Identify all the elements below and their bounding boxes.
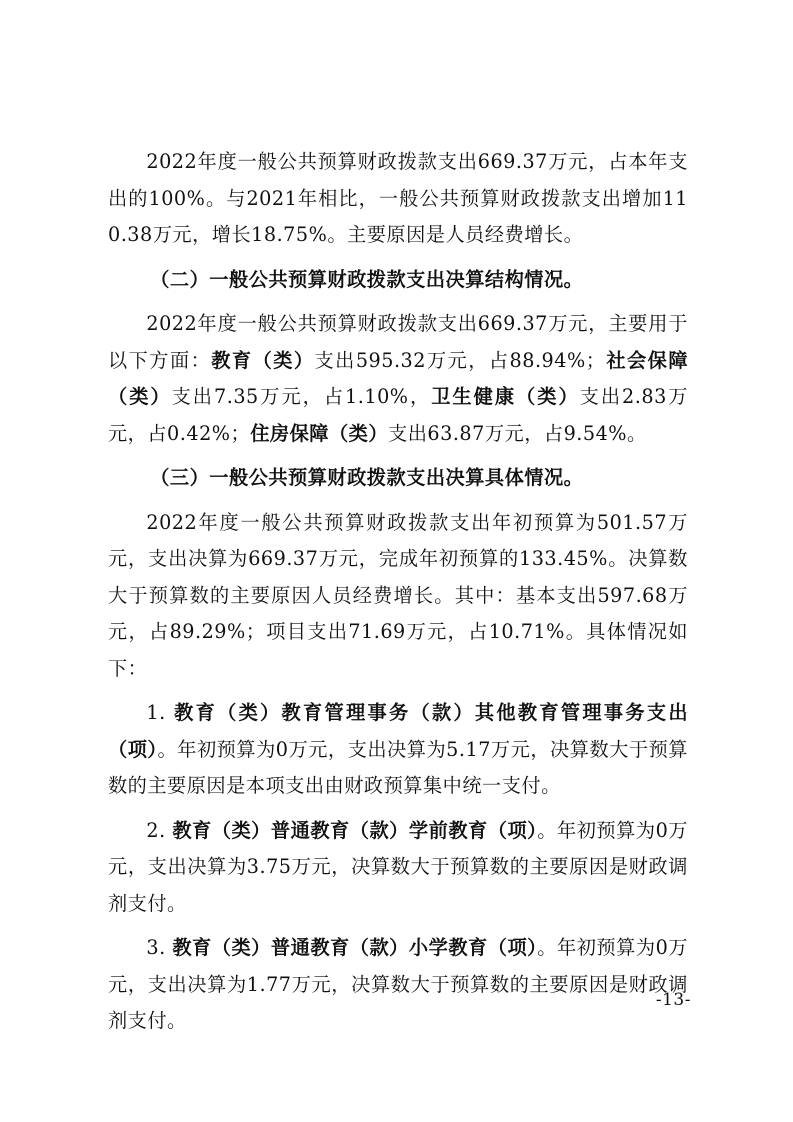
structure-text-5: 支出63.87万元，占9.54%。 bbox=[388, 421, 647, 445]
item-3-number: 3. bbox=[146, 936, 173, 959]
category-health: 卫生健康（类） bbox=[431, 385, 580, 408]
item-2-text: 。年初预算为0万元，支出决算为3.75万元，决算数大于预算数的主要原因是财政调剂支付。 bbox=[108, 818, 688, 915]
list-item-1 bbox=[108, 695, 688, 805]
paragraph-expenditure-summary: 2022年度一般公共预算财政拨款支出669.37万元，占本年支出的100%。与2021年相比，一般公共预算财政拨款支出增加110.38万元，增长18.75%。主要原因是人员经费增长。 bbox=[108, 150, 688, 246]
item-1-number: 1. bbox=[146, 701, 175, 724]
structure-text-3: 支出7.35万元，占1.10%， bbox=[171, 385, 432, 408]
item-3-title: 教育（类）普通教育（款）小学教育（项） bbox=[172, 936, 538, 959]
paragraph-expenditure-structure bbox=[108, 306, 688, 452]
list-item-3 bbox=[108, 930, 688, 1040]
structure-text-2: 支出595.32万元，占88.94%； bbox=[314, 348, 606, 372]
item-3-text: 。年初预算为0万元，支出决算为1.77万元，决算数大于预算数的主要原因是财政调剂支付。 bbox=[108, 936, 688, 1032]
category-social-security: 社会保障（类） bbox=[108, 348, 689, 408]
item-2-number: 2. bbox=[146, 818, 173, 842]
page-number: -13- bbox=[655, 990, 691, 1010]
item-2-title: 教育（类）普通教育（款）学前教育（项） bbox=[172, 818, 538, 842]
item-1-title: 教育（类）教育管理事务（款）其他教育管理事务支出（项） bbox=[108, 701, 689, 761]
list-item-2 bbox=[108, 813, 688, 923]
item-1-text: 。年初预算为0万元，支出决算为5.17万元，决算数大于预算数的主要原因是本项支出由财政预算集中统一支付。 bbox=[108, 737, 688, 797]
structure-text-1: 2022年度一般公共预算财政拨款支出669.37万元，主要用于以下方面： bbox=[108, 312, 688, 372]
structure-text-4: 支出2.83万元，占0.42%； bbox=[108, 385, 688, 445]
category-housing: 住房保障（类） bbox=[250, 421, 389, 445]
paragraph-budget-details: 2022年度一般公共预算财政拨款支出年初预算为501.57万元，支出决算为669.37万元，完成年初预算的133.45%。决算数大于预算数的主要原因人员经费增长。其中：基本支出597.68万元，占89.29%；项目支出71.69万元，占10.71%。具体情况如下： bbox=[108, 510, 688, 680]
section-heading-details: （三）一般公共预算财政拨款支出决算具体情况。 bbox=[150, 466, 584, 489]
document-body bbox=[108, 144, 688, 1040]
category-education: 教育（类） bbox=[211, 348, 315, 372]
section-heading-structure: （二）一般公共预算财政拨款支出决算结构情况。 bbox=[150, 267, 584, 291]
